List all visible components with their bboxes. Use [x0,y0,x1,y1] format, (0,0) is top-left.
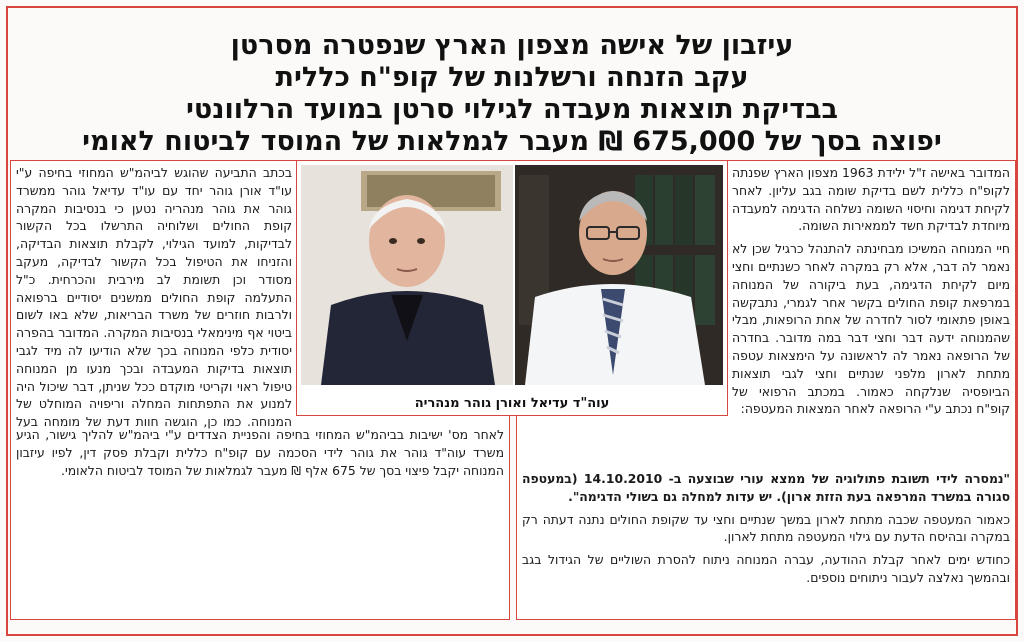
left-paragraph-2: לאחר מס' ישיבות בביהמ"ש המחוזי בחיפה והפניית הצדדים ע"י ביהמ"ש להליך גישור, הגיע משרד עוה"ד גוהר את גוהר לידי הסכמה עם קופ"ח כללית וקבלת פסק דין, לפיו עיזבון המנוחה יקבל פיצוי בסך של 675 אלף ₪ מעבר לגמלאות של המוסד לביטוח הלאומי. [16,427,504,478]
headline-line-1: עיזבון של אישה מצפון הארץ שנפטרה מסרטן [230,30,794,61]
headline [20,30,1004,158]
left-paragraph-1-part: בכתב התביעה שהוגש לביהמ"ש המחוזי בחיפה ע"י עו"ד אורן גוהר יחד עם עו"ד עדיאל גוהר ממשרד גוהר את גוהר מנהריה נטען כי בנסיבות המקרה קופת החולים ושלוחיה התרשלו בכל הקשור לבדיקות, למועד הגילוי, לקבלת תוצאות הבדיקה, והזניחו את הטיפול בכל הקשור לבדיקה, מעקב מסודר וכן תשומת לב מירבית והכרחית. כ"ל התעלמה קופת החולים ממשנים יסודיים ברפואה ולרבות חוזרים של משרד הבריאות, שלא באו לשום ביטוי אף מינימאלי בנסיבות המקרה. המדובר בהפרה יסודית כלפי המנוחה בכך שלא הודיעו לה מיד לגבי תוצאות בדיקות המעבדה ובכך מנעו מן המנוחה טיפול ראוי וקריטי מוקדם ככל שניתן, דבר שיכול היה למנוע את התפתחות המחלה וריפויה המוחלט של המנוחה. כמו כן, הוגשה חוות דעת של מומחה בעל [16,165,292,430]
right-paragraph-2: חיי המנוחה המשיכו מבחינתה להתנהל כרגיל שכן לא נאמר לה דבר, אלא רק במקרה לאחר כשנתיים וחצי מיום לקיחת הדגימה, בעת ביקורה של המנוחה במרפאת קופת החולים בקשר אחר לגמרי, נתבקשה באופן פתאומי לסור לחדרה של אחת הרופאות, מבלי שהמנוחה ידעה דבר וחצי דבר במה מדובר. בחדרה של הרופאה נאמר לה לראשונה על הימצאות עטפה מתחת לארון מלפני שנתיים וחצי לגבי תוצאות הביופסיה שנלקחה כאמור. במכתב הרפואי של קופ"ח נכתב ע"י הרופאה לאחר המצאות המעטפה: [732,241,1010,417]
right-column-text-bottom [522,470,1010,592]
headline-line-4: יפוצה בסך של 675,000 ₪ מעבר לגמלאות של המוסד לביטוח לאומי [82,126,942,157]
right-paragraph-4: כחודש ימים לאחר קבלת ההודעה, עברה המנוחה ניתוח להסרת השוליים של הגידול בגב ובהמשך נאלצה לעבור ניתוחים נוספים. [522,552,1010,585]
pathology-quote: "נמסרה לידי תשובת פתולוגיה של ממצא עורי שבוצעה ב- 14.10.2010 (במעטפה סגורה במשרד המרפאה בעת הזזת ארון). יש עדות למחלה גם בשולי הדגימה". [522,471,1010,504]
lawyers-photo [296,160,728,416]
portrait-adiel-gohar [301,165,513,385]
right-paragraph-3: כאמור המעטפה שכבה מתחת לארון במשך שנתיים וחצי עד שקופת החולים נתנה דעתה רק במקרה ובהיסח הדעת עם גילוי המעטפה מתחת לארון. [522,511,1010,545]
left-column-text [16,164,292,432]
photo-caption: עוה"ד עדיאל ואורן גוהר מנהריה [414,396,610,411]
headline-line-3: בבדיקת תוצאות מעבדה לגילוי סרטן במועד הרלוונטי [185,94,839,125]
left-column-text-bottom [16,426,504,484]
right-paragraph-1: המדובר באישה ז"ל ילידת 1963 מצפון הארץ שפנתה לקופ"ח כללית לשם בדיקת שומה בגב עליון. לאחר לקיחת דגימה וחיסוי השומה נשלחה הדגימה למעבדה מיוחדת לבדיקת חשד לממאירות השומה. [732,165,1010,234]
headline-line-2: עקב הזנחה ורשלנות של קופ"ח כללית [275,62,749,93]
right-column-text-top [732,164,1010,423]
portrait-oren-gohar [515,165,723,385]
